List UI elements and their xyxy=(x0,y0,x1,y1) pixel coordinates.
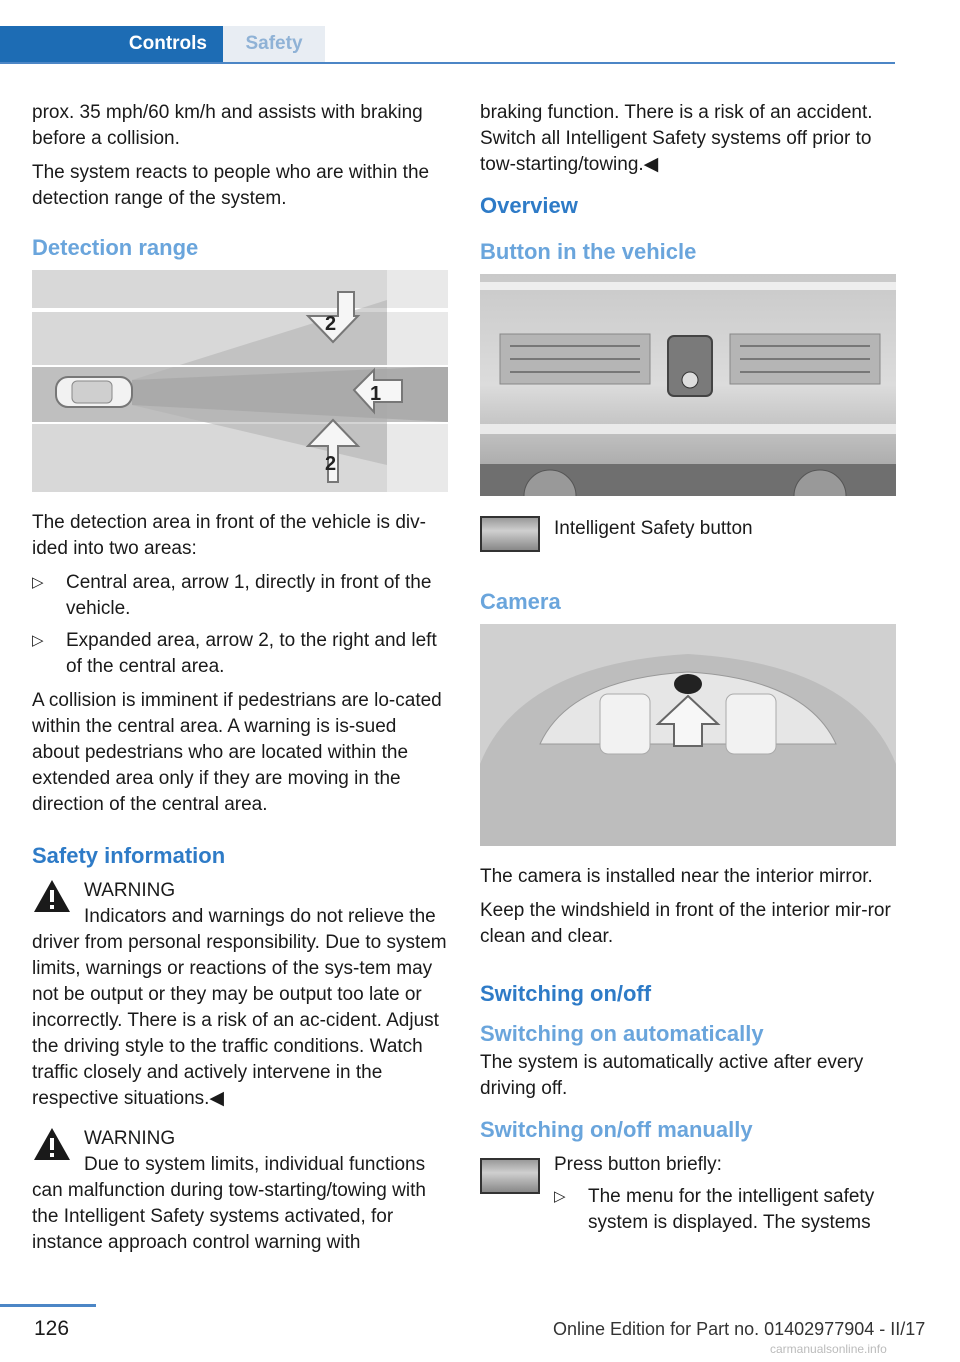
button-in-vehicle-figure xyxy=(480,274,896,496)
warning-text: Indicators and warnings do not relieve the driver from personal responsibility. Due to system limits, warnings or reactions of the sys‐tem may not be output or they may be output too late or incorrectly. There is a risk of an ac‐cident. Adjust the driving style to the traffic conditions. Watch traffic closely and actively intervene in the respective situations.◀ xyxy=(32,906,447,1109)
bullet-list xyxy=(554,1184,896,1236)
footer-rule xyxy=(0,1304,96,1307)
list-item: ▷ Central area, arrow 1, directly in front of the vehicle. xyxy=(32,572,432,619)
intelligent-safety-button-icon xyxy=(480,516,540,552)
warning-block xyxy=(32,878,448,1112)
paragraph: prox. 35 mph/60 km/h and assists with braking before a collision. xyxy=(32,102,423,149)
intelligent-safety-button-icon xyxy=(480,1158,540,1194)
camera-figure xyxy=(480,624,896,846)
windshield-camera-photo xyxy=(480,624,896,846)
list-item: ▷ Expanded area, arrow 2, to the right and left of the central area. xyxy=(32,630,437,677)
heading-safety-information: Safety information xyxy=(32,843,226,868)
paragraph: braking function. There is a risk of an accident. Switch all Intelligent Safety systems off prior to tow-starting/towing.◀ xyxy=(480,102,873,175)
bullet-list xyxy=(32,570,448,680)
heading-button-in-vehicle: Button in the vehicle xyxy=(480,239,697,264)
paragraph: The detection area in front of the vehicle is div‐ided into two areas: xyxy=(32,512,426,559)
paragraph: The system is automatically active after every driving off. xyxy=(480,1052,864,1099)
right-column xyxy=(480,100,896,1246)
warning-title: WARNING xyxy=(84,1128,176,1149)
heading-overview: Overview xyxy=(480,193,578,218)
heading-switching-on-off-manually: Switching on/off manually xyxy=(480,1117,753,1142)
warning-triangle-icon xyxy=(32,878,72,914)
heading-detection-range: Detection range xyxy=(32,235,199,260)
paragraph: The camera is installed near the interior mirror. xyxy=(480,866,873,887)
warning-text: Due to system limits, individual functions can malfunction during tow-starting/towing with the Intelligent Safety systems activated, for instance approach control warning with xyxy=(32,1154,426,1253)
warning-block xyxy=(32,1126,448,1256)
page-number: 126 xyxy=(34,1317,70,1340)
arrow-1-label: 1 xyxy=(370,383,382,405)
triangle-bullet-icon: ▷ xyxy=(32,632,44,649)
heading-camera: Camera xyxy=(480,589,561,614)
press-button-row xyxy=(480,1152,896,1236)
detection-range-figure xyxy=(32,270,448,492)
dashboard-photo xyxy=(480,274,896,496)
watermark: carmanualsonline.info xyxy=(770,1342,887,1356)
heading-switching-on-automatically: Switching on automatically xyxy=(480,1021,764,1046)
triangle-bullet-icon: ▷ xyxy=(554,1188,566,1205)
triangle-bullet-icon: ▷ xyxy=(32,574,44,591)
header-tabs xyxy=(0,26,895,64)
paragraph: Keep the windshield in front of the interior mir‐ror clean and clear. xyxy=(480,900,891,947)
button-caption: Intelligent Safety button xyxy=(554,518,753,539)
car-icon xyxy=(56,377,132,407)
tab-controls[interactable]: Controls xyxy=(0,26,223,62)
list-item: ▷ The menu for the intelligent safety system is displayed. The systems xyxy=(554,1186,875,1233)
warning-triangle-icon xyxy=(32,1126,72,1162)
paragraph: The system reacts to people who are within the detection range of the system. xyxy=(32,162,430,209)
warning-title: WARNING xyxy=(84,880,176,901)
paragraph: A collision is imminent if pedestrians are lo‐cated within the central area. A warning is is‐sued about pedestrians who are located within the extended area only if they are moving in the direction of the central area. xyxy=(32,690,442,815)
edition-text: Online Edition for Part no. 01402977904 - II/17 xyxy=(553,1319,926,1339)
detection-range-diagram xyxy=(32,270,448,492)
press-button-text: Press button briefly: xyxy=(554,1154,722,1175)
left-column xyxy=(32,100,448,1270)
arrow-2-top-label: 2 xyxy=(325,313,337,335)
button-caption-row xyxy=(480,510,896,560)
heading-switching-on-off: Switching on/off xyxy=(480,981,652,1006)
arrow-2-bottom-label: 2 xyxy=(325,453,337,475)
tab-safety[interactable]: Safety xyxy=(223,26,325,62)
